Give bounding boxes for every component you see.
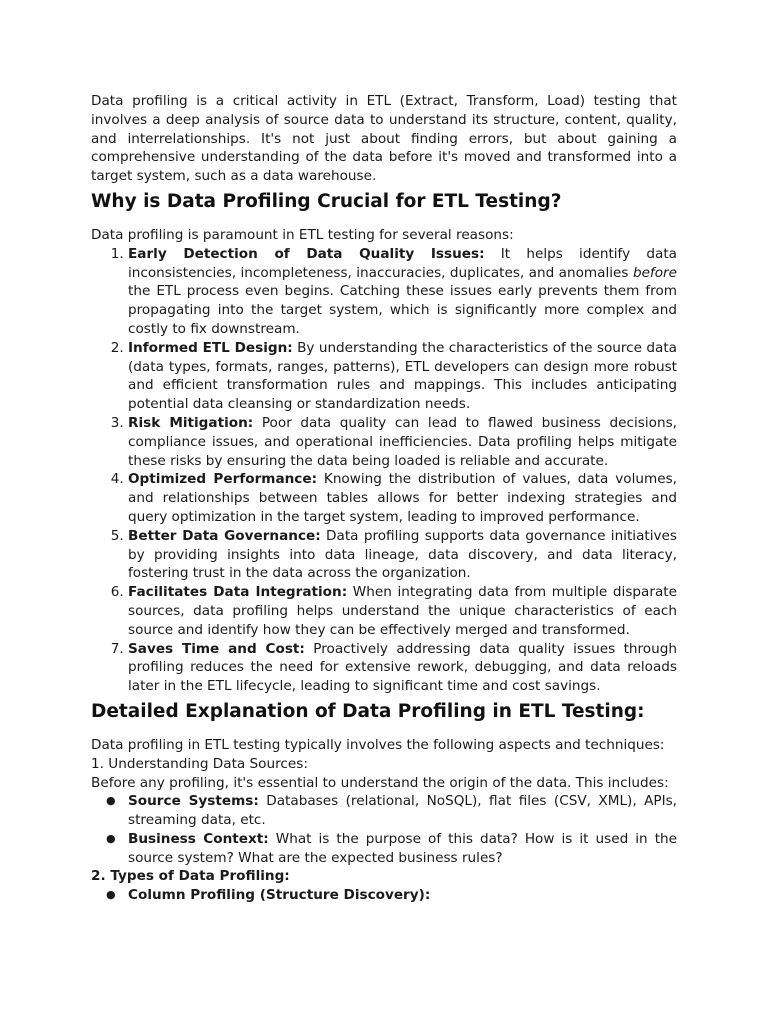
subsection1-text: Before any profiling, it's essential to understand the origin of the data. This includes: xyxy=(91,774,669,791)
subsection1-title: 1. Understanding Data Sources: xyxy=(91,755,308,772)
reason-item: 1. Early Detection of Data Quality Issues: It helps identify data inconsistencies, incompleteness, inaccuracies, duplicates, and anomalies before the ETL process even begins. Catching these issues early prevents them from propagating into the target system, which is significantly more complex and costly to fix downstream. xyxy=(128,245,677,339)
intro-paragraph: Data profiling is a critical activity in ETL (Extract, Transform, Load) testing that involves a deep analysis of source data to understand its structure, content, quality, and interrelationships. It's not just about finding errors, but about gaining a comprehensive understanding of the data before it's moved and transformed into a target system, such as a data warehouse. xyxy=(91,93,677,185)
list-item: ● Column Profiling (Structure Discovery): xyxy=(128,886,677,905)
reason-item: 7. Saves Time and Cost: Proactively addressing data quality issues through profiling reduces the need for extensive rework, debugging, and data reloads later in the ETL lifecycle, leading to significant time and cost savings. xyxy=(128,640,677,696)
section2-lead: Data profiling in ETL testing typically involves the following aspects and techniques: xyxy=(91,736,665,753)
section1-heading: Why is Data Profiling Crucial for ETL Testing? xyxy=(91,190,562,212)
list-item: ● Source Systems: Databases (relational, NoSQL), flat files (CSV, XML), APIs, streaming data, etc. xyxy=(128,792,677,830)
reason-item: 3. Risk Mitigation: Poor data quality can lead to flawed business decisions, compliance issues, and operational inefficiencies. Data profiling helps mitigate these risks by ensuring the data being loaded is reliable and accurate. xyxy=(128,414,677,470)
document-body xyxy=(91,92,677,905)
spacer xyxy=(91,724,677,736)
reason-item: 2. Informed ETL Design: By understanding the characteristics of the source data (data types, formats, ranges, patterns), ETL developers can design more robust and efficient transformation rules and mappings. This includes anticipating potential data cleansing or standardization needs. xyxy=(128,339,677,414)
list-item: ● Business Context: What is the purpose of this data? How is it used in the source system? What are the expected business rules? xyxy=(128,830,677,868)
subsection2-title: 2. Types of Data Profiling: xyxy=(91,868,290,885)
reason-item: 4. Optimized Performance: Knowing the distribution of values, data volumes, and relationships between tables allows for better indexing strategies and query optimization in the target system, leading to improved performance. xyxy=(128,470,677,526)
section2-heading: Detailed Explanation of Data Profiling in ETL Testing: xyxy=(91,700,645,722)
reason-item: 5. Better Data Governance: Data profiling supports data governance initiatives by providing insights into data lineage, data discovery, and data literacy, fostering trust in the data across the organization. xyxy=(128,527,677,583)
profiling-types-list xyxy=(91,886,677,905)
reason-item: 6. Facilitates Data Integration: When integrating data from multiple disparate sources, data profiling helps understand the unique characteristics of each source and identify how they can be effectively merged and transformed. xyxy=(128,583,677,639)
reasons-list xyxy=(91,245,677,696)
section1-lead: Data profiling is paramount in ETL testing for several reasons: xyxy=(91,226,514,243)
spacer xyxy=(91,214,677,226)
sources-list xyxy=(91,792,677,867)
